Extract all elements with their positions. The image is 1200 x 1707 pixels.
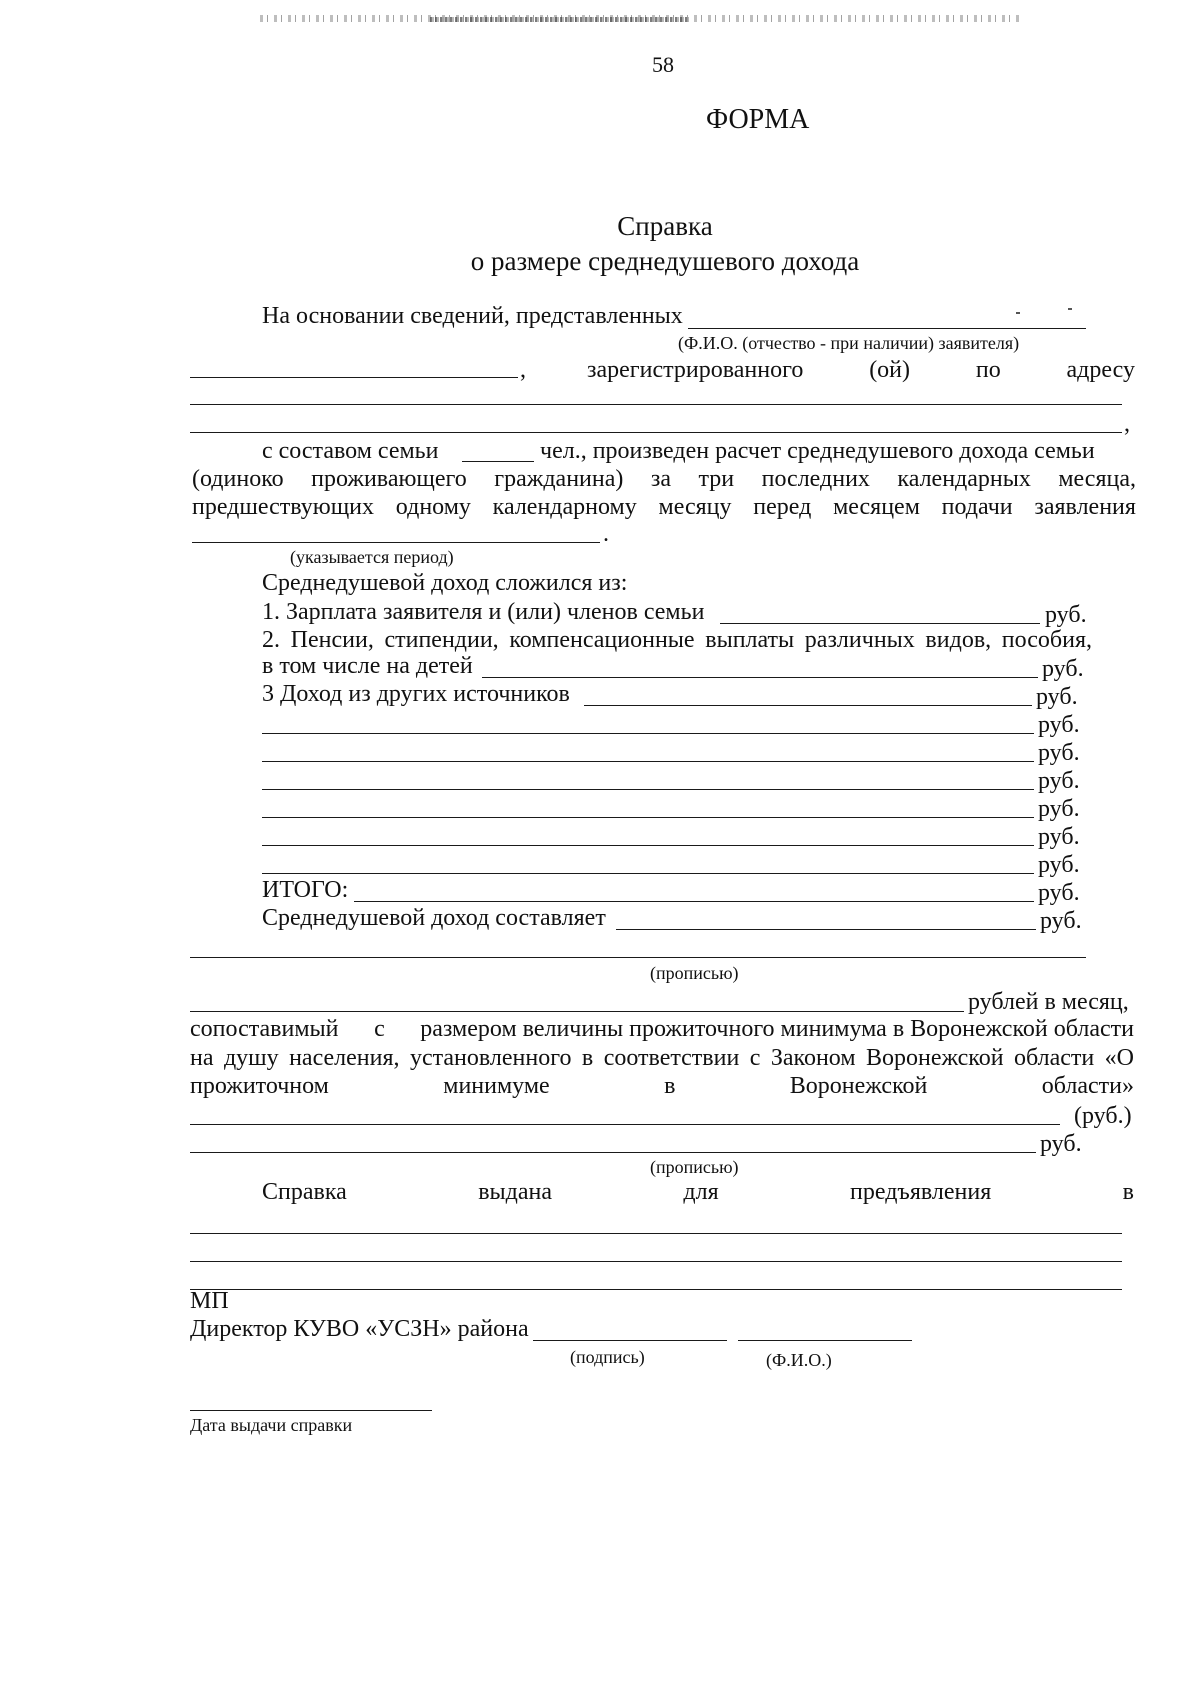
end-comma: , xyxy=(1124,411,1130,437)
form-label: ФОРМА xyxy=(706,104,810,135)
basis-text: На основании сведений, представленных xyxy=(262,303,683,329)
word: гражданина) xyxy=(494,466,624,492)
income-item-1: 1. Зарплата заявителя и (или) членов семьи xyxy=(262,599,705,625)
address-field-line-1[interactable] xyxy=(190,404,1122,405)
minimum-amount-field[interactable] xyxy=(190,1152,1036,1153)
currency: руб. xyxy=(1036,684,1078,710)
other-income-line[interactable] xyxy=(262,789,1034,790)
director-label: Директор КУВО «УСЗН» района xyxy=(190,1316,529,1342)
per-month-text: рублей в месяц, xyxy=(968,989,1129,1015)
signature-field[interactable] xyxy=(533,1340,727,1341)
currency: руб. xyxy=(1045,602,1087,628)
word: Справка xyxy=(262,1179,347,1205)
word: минимуме xyxy=(443,1073,550,1099)
word: для xyxy=(683,1179,719,1205)
family-size-field[interactable] xyxy=(462,461,534,462)
family-line-2 xyxy=(192,465,1136,493)
word: проживающего xyxy=(311,466,467,492)
word: одному xyxy=(395,494,471,520)
currency: руб. xyxy=(1038,880,1080,906)
word: прожиточном xyxy=(190,1073,329,1099)
applicant-fio-field[interactable] xyxy=(688,328,1086,329)
stamp-placeholder: МП xyxy=(190,1288,229,1314)
word: календарных xyxy=(897,466,1031,492)
word: последних xyxy=(761,466,870,492)
scan-artifact xyxy=(430,17,690,22)
word: месяца, xyxy=(1058,466,1136,492)
word: заявления xyxy=(1034,494,1136,520)
page-number: 58 xyxy=(652,52,674,77)
fio-hint: (Ф.И.О. (отчество - при наличии) заявителя) xyxy=(678,333,1020,353)
comparable-line-2: на душу населения, установленного в соответствии с Законом Воронежской области «О xyxy=(190,1045,1134,1071)
salary-field[interactable] xyxy=(720,623,1040,624)
applicant-name-field[interactable] xyxy=(190,377,518,378)
word: три xyxy=(698,466,735,492)
reg-word: по xyxy=(975,357,1001,383)
total-field[interactable] xyxy=(354,901,1034,902)
issue-date-field[interactable] xyxy=(190,1410,432,1411)
amount-in-words-field-2[interactable] xyxy=(190,1011,964,1012)
income-item-2: 2. Пенсии, стипендии, компенсационные выплаты различных видов, пособия, xyxy=(262,627,1092,653)
amount-in-words-field[interactable] xyxy=(190,957,1086,958)
currency: руб. xyxy=(1040,1131,1082,1157)
other-income-field[interactable] xyxy=(584,705,1032,706)
currency: руб. xyxy=(1040,908,1082,934)
total-label: ИТОГО: xyxy=(262,877,349,903)
reg-word: адресу xyxy=(1066,357,1135,383)
word: области» xyxy=(1041,1073,1134,1099)
currency: руб. xyxy=(1038,852,1080,878)
issued-to-field-2[interactable] xyxy=(190,1261,1122,1262)
comparable-line-1 xyxy=(190,1015,1134,1043)
reg-word: зарегистрированного xyxy=(587,357,804,383)
reg-word: (ой) xyxy=(869,357,911,383)
address-field-line-2[interactable] xyxy=(190,432,1122,433)
word: подачи xyxy=(941,494,1013,520)
scan-speck xyxy=(1068,308,1072,310)
word: за xyxy=(650,466,672,492)
income-item-2-line-2: в том числе на детей xyxy=(262,653,473,679)
other-income-line[interactable] xyxy=(262,873,1034,874)
currency: руб. xyxy=(1042,656,1084,682)
word: с xyxy=(374,1016,385,1042)
family-line-3 xyxy=(192,493,1136,521)
word: в xyxy=(1122,1179,1134,1205)
currency: руб. xyxy=(1038,824,1080,850)
issued-to-field-3[interactable] xyxy=(190,1289,1122,1290)
word: сопоставимый xyxy=(190,1016,339,1042)
scan-speck xyxy=(1016,312,1020,314)
issued-line xyxy=(262,1178,1134,1206)
comma: , xyxy=(520,357,526,383)
other-income-line[interactable] xyxy=(262,845,1034,846)
issue-date-label: Дата выдачи справки xyxy=(190,1415,353,1435)
comparable-line-3 xyxy=(190,1072,1134,1100)
word: месяцу xyxy=(658,494,732,520)
income-item-3: 3 Доход из других источников xyxy=(262,681,570,707)
income-heading: Среднедушевой доход сложился из: xyxy=(262,570,628,596)
average-income-field[interactable] xyxy=(616,929,1036,930)
word: (одиноко xyxy=(192,466,284,492)
currency: руб. xyxy=(1038,796,1080,822)
average-income-label: Среднедушевой доход составляет xyxy=(262,905,606,931)
currency: руб. xyxy=(1038,712,1080,738)
word: месяцем xyxy=(833,494,920,520)
word: выдана xyxy=(478,1179,553,1205)
currency: руб. xyxy=(1038,740,1080,766)
registration-line xyxy=(587,356,1135,384)
period-field[interactable] xyxy=(192,542,600,543)
director-fio-field[interactable] xyxy=(738,1340,912,1341)
period-end: . xyxy=(603,521,609,547)
document-subtitle: о размере среднедушевого дохода xyxy=(470,246,860,276)
words-hint: (прописью) xyxy=(650,1157,739,1177)
word: размером величины прожиточного минимума в Воронежской области xyxy=(420,1016,1134,1042)
words-hint: (прописью) xyxy=(650,963,739,983)
word: Воронежской xyxy=(789,1073,928,1099)
director-fio-hint: (Ф.И.О.) xyxy=(766,1350,832,1370)
currency: руб. xyxy=(1038,768,1080,794)
other-income-line[interactable] xyxy=(262,817,1034,818)
rub-paren: (руб.) xyxy=(1074,1103,1132,1129)
signature-hint: (подпись) xyxy=(570,1347,645,1367)
issued-to-field-1[interactable] xyxy=(190,1233,1122,1234)
other-income-line[interactable] xyxy=(262,761,1034,762)
word: перед xyxy=(753,494,812,520)
family-size-label: с составом семьи xyxy=(262,438,439,464)
word: в xyxy=(664,1073,676,1099)
word: предъявления xyxy=(850,1179,992,1205)
word: календарному xyxy=(492,494,637,520)
period-hint: (указывается период) xyxy=(290,547,454,567)
document-title: Справка xyxy=(617,211,713,241)
family-text: чел., произведен расчет среднедушевого дохода семьи xyxy=(540,438,1095,464)
other-income-line[interactable] xyxy=(262,733,1034,734)
pensions-field[interactable] xyxy=(482,677,1038,678)
minimum-words-field[interactable] xyxy=(190,1124,1060,1125)
word: предшествующих xyxy=(192,494,375,520)
